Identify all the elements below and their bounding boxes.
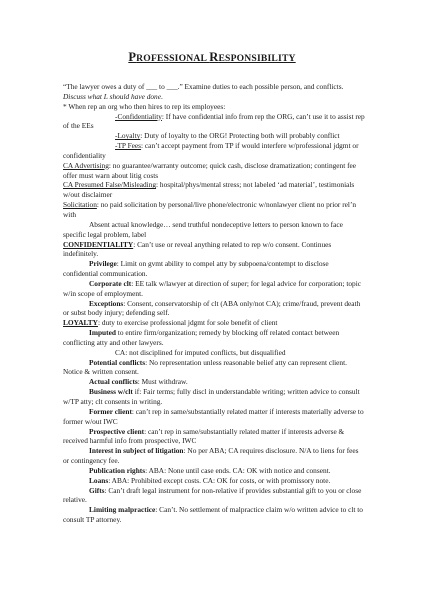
confidentiality-heading [63, 240, 365, 260]
item-text: : No per ABA; CA requires disclosure. N/A to liens for fees or contingency fee. [63, 446, 359, 466]
item-text: : If have confidential info from rep the ORG, can’t use it to assist rep of the EEs [63, 111, 365, 131]
former-client-item [63, 407, 365, 427]
imputed-item [63, 328, 365, 348]
actual-conflicts-item [63, 377, 365, 387]
item-label: Exceptions [89, 298, 124, 308]
page-title [0, 50, 424, 65]
item-label: Imputed [89, 328, 116, 338]
item-label: Interest in subject of litigation [89, 446, 184, 456]
intro-text: “The lawyer owes a duty of ___ to ___.” Examine duties to each possible person, and conflicts. [63, 82, 344, 91]
item-text: : can’t rep in same/substantially related matter if interests adverse & received harmful info from prospective, IWC [63, 426, 345, 446]
item-text: : can’t rep in same/substantially related matter if interests materially adverse to former w/out IWC [63, 406, 364, 426]
title-initial-p: P [128, 50, 137, 64]
privilege-item [63, 259, 365, 279]
title-initial-r: R [209, 50, 219, 64]
title-part-2: ESPONSIBILITY [218, 53, 296, 64]
item-text: : no paid solicitation by personal/live phone/electronic w/nonlawyer client no prior rel’n with [63, 200, 357, 219]
loyalty-heading [63, 318, 365, 328]
ca-presumed-false-item [63, 180, 365, 200]
ca-imputed-line: CA: not disciplined for imputed conflicts, but disqualified [115, 347, 286, 357]
ca-advertising-item [63, 161, 365, 181]
item-text: : can’t accept payment from TP if would interfere w/professional jdgmt or confidentiality [63, 141, 359, 160]
item-label: -Confidentiality [115, 111, 162, 121]
absent-knowledge-line: Absent actual knowledge… send truthful nondeceptive letters to person known to face specific legal problem, label [63, 219, 343, 239]
item-label: Solicitation [63, 200, 97, 210]
section-label: LOYALTY [63, 318, 98, 328]
potential-conflicts-item [63, 358, 365, 378]
item-text: : ABA: None until case ends. CA: OK with notice and consent. [145, 465, 331, 475]
intro-paragraph [63, 82, 365, 102]
item-label: Former client [89, 406, 132, 416]
item-text: : Can’t. No settlement of malpractice claim w/o written advice to clt to consult TP attorney. [63, 505, 363, 525]
item-text: : EE talk w/lawyer at direction of super; for legal advice for corporation; topic w/in scope of employment. [63, 278, 362, 298]
item-text: : Can’t draft legal instrument for non-relative if provides substantial gift to you or close relative. [63, 485, 362, 505]
prospective-client-item [63, 427, 365, 447]
item-text: : Must withdraw. [137, 377, 188, 387]
exceptions-item [63, 299, 365, 319]
item-label: -Loyalty [115, 131, 141, 141]
item-text: : hospital/phys/mental stress; not labeled ‘ad material’, testimonials w/out disclaimer [63, 180, 355, 200]
item-text: : no guarantee/warranty outcome; quick cash, disclose dramatization; contingent fee offer must warn about litig costs [63, 160, 357, 180]
item-label: Publication rights [89, 465, 146, 475]
item-label: CA Presumed False/Misleading [63, 180, 157, 190]
item-label: -TP Fees [115, 141, 142, 151]
item-label: Gifts [89, 485, 105, 495]
org-rep-line: * When rep an org who then hires to rep its employees: [63, 101, 226, 111]
item-label: Limiting malpractice [89, 505, 156, 515]
section-text: : duty to exercise professional jdgmt for sole benefit of client [97, 318, 278, 328]
item-text: : ABA: Prohibited except costs. CA: OK for costs, or with promissory note. [108, 475, 331, 485]
limiting-malpractice-item [63, 505, 365, 525]
item-label: Prospective client [89, 426, 145, 436]
section-text: : Can’t use or reveal anything related to rep w/o consent. Continues indefinitely. [63, 239, 332, 259]
section-label: CONFIDENTIALITY [63, 239, 134, 249]
org-tp-fees-item [63, 141, 365, 161]
item-text: to entire firm/organization; remedy by blocking off related contact between conflicting atty and other lawyers. [63, 328, 340, 347]
item-text: : No representation unless reasonable belief atty can represent client. Notice & written consent. [63, 357, 347, 377]
interest-in-litigation-item [63, 446, 365, 466]
intro-end: . [161, 91, 163, 101]
loans-item [63, 476, 365, 486]
item-label: Potential conflicts [89, 357, 146, 367]
item-label: Actual conflicts [89, 377, 138, 387]
item-text: : Consent, conservatorship of clt (ABA only/not CA); crime/fraud, prevent death or subst body injury; defending self. [63, 298, 361, 318]
item-label: CA Advertising [63, 160, 109, 170]
solicitation-item [63, 200, 365, 220]
item-label: Business w/clt [89, 387, 133, 397]
document-body [63, 82, 365, 525]
org-loyalty-item [63, 131, 365, 141]
org-confidentiality-item [63, 112, 365, 132]
item-text: if: Fair terms; fully discl in understandable writing; written advice to consult w/TP atty; clt consents in writing. [63, 387, 360, 406]
item-label: Privilege [89, 259, 117, 269]
item-text: : Limit on gvmt ability to compel atty by subpoena/contempt to disclose confidential communication. [63, 259, 329, 279]
item-label: Corporate clt [89, 278, 132, 288]
item-text: : Duty of loyalty to the ORG! Protecting both will probably conflict [140, 131, 340, 141]
item-label: Loans [89, 475, 109, 485]
corporate-client-item [63, 279, 365, 299]
intro-italic: Discuss what L should have done [63, 91, 161, 101]
business-with-client-item [63, 387, 365, 407]
publication-rights-item [63, 466, 365, 476]
gifts-item [63, 486, 365, 506]
title-part-1: ROFESSIONAL [136, 53, 210, 64]
